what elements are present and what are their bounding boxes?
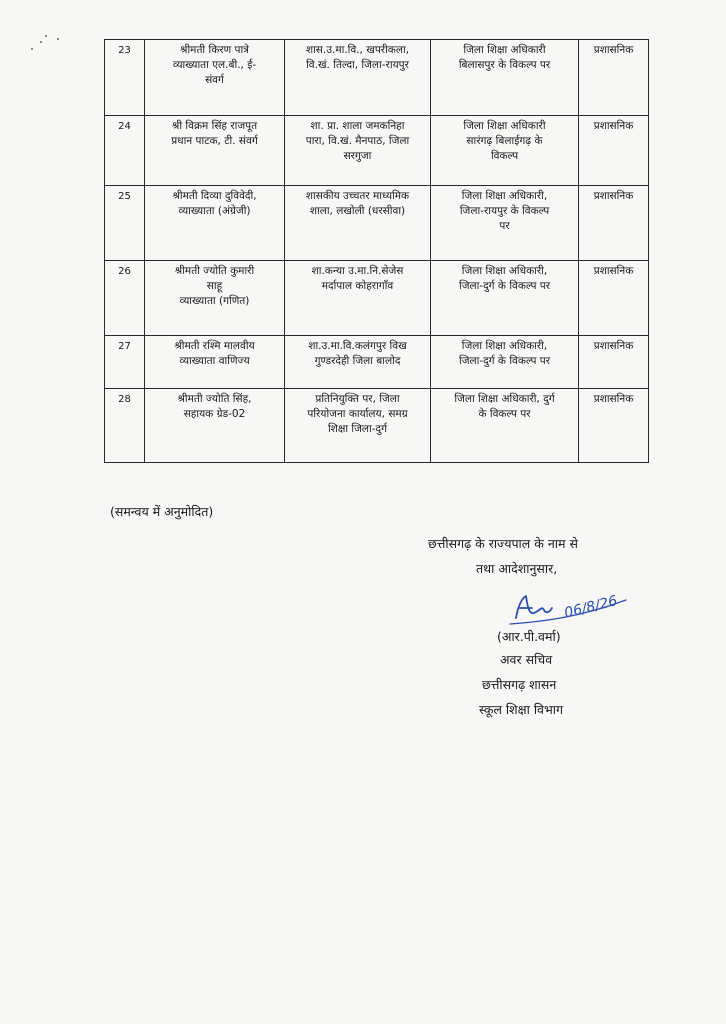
employee-name-cell — [145, 261, 285, 336]
category-cell: प्रशासनिक — [579, 186, 649, 261]
cell-line: शा.उ.मा.वि.कलंगपुर विख — [308, 340, 407, 352]
option-cell — [431, 186, 579, 261]
option-cell — [431, 40, 579, 116]
table-row — [105, 186, 649, 261]
signatory-designation: अवर सचिव — [500, 652, 553, 667]
department-line: स्कूल शिक्षा विभाग — [479, 702, 564, 717]
scan-speck — [31, 48, 33, 50]
cell-line: प्रतिनियुक्ति पर, जिला — [315, 393, 400, 405]
cell-line: सहायक ग्रेड-02 — [183, 408, 246, 420]
cell-line: श्रीमती ज्योति कुमारी — [174, 265, 255, 277]
employee-name-cell — [145, 116, 285, 186]
cell-line: संवर्ग — [205, 74, 224, 86]
category-cell: प्रशासनिक — [579, 261, 649, 336]
cell-line: परियोजना कार्यालय, समग्र — [307, 408, 408, 420]
option-cell — [431, 336, 579, 389]
serial-number: 27 — [105, 336, 145, 389]
approval-note: (समन्वय में अनुमोदित) — [110, 504, 214, 519]
cell-line: शासकीय उच्चतर माध्यमिक — [305, 190, 410, 202]
category-cell: प्रशासनिक — [579, 40, 649, 116]
department-line: छत्तीसगढ़ शासन — [482, 677, 557, 692]
cell-line: जिला-रायपुर के विकल्प — [459, 205, 550, 217]
cell-line: जिला-दुर्ग के विकल्प पर — [458, 355, 551, 367]
governor-order-line: छत्तीसगढ़ के राज्यपाल के नाम से — [428, 536, 578, 551]
table-row — [105, 40, 649, 116]
employee-name-cell — [145, 40, 285, 116]
employee-name-cell — [145, 336, 285, 389]
cell-line: श्रीमती किरण पात्रे — [180, 44, 249, 56]
cell-line: पर — [499, 220, 510, 232]
cell-line: शा.कन्या उ.मा.नि.सेजेस — [311, 265, 404, 277]
category-cell: प्रशासनिक — [579, 336, 649, 389]
cell-line: जिला शिक्षा अधिकारी, दुर्ग — [454, 393, 555, 405]
handwritten-signature — [508, 588, 638, 632]
cell-line: जिला-दुर्ग के विकल्प पर — [458, 280, 551, 292]
cell-line: पारा, वि.खं. मैनपाठ, जिला — [305, 135, 410, 147]
school-cell — [285, 389, 431, 463]
cell-line: विकल्प — [490, 150, 519, 162]
transfer-table — [104, 39, 649, 463]
cell-line: बिलासपुर के विकल्प पर — [458, 59, 551, 71]
signature-date: 06/8/26 — [562, 592, 620, 622]
cell-line: व्याख्याता (अंग्रेजी) — [178, 205, 251, 217]
serial-number: 25 — [105, 186, 145, 261]
table-row — [105, 116, 649, 186]
table-row — [105, 261, 649, 336]
cell-line: के विकल्प पर — [478, 408, 531, 420]
serial-number: 26 — [105, 261, 145, 336]
employee-name-cell — [145, 389, 285, 463]
cell-line: श्रीमती दिव्या दुविवेदी, — [172, 190, 257, 202]
school-cell — [285, 40, 431, 116]
cell-line: गुण्डरदेही जिला बालोद — [314, 355, 401, 367]
cell-line: जिला शिक्षा अधिकारी, — [461, 265, 548, 277]
option-cell — [431, 389, 579, 463]
cell-line: श्री विक्रम सिंह राजपूत — [171, 120, 258, 132]
option-cell — [431, 116, 579, 186]
table-row — [105, 389, 649, 463]
serial-number: 23 — [105, 40, 145, 116]
cell-line: मर्दापाल कोहरागाँव — [321, 280, 394, 292]
cell-line: व्याख्याता (गणित) — [179, 295, 250, 307]
cell-line: व्याख्याता वाणिज्य — [179, 355, 250, 367]
school-cell — [285, 336, 431, 389]
cell-line: शिक्षा जिला-दुर्ग — [327, 423, 388, 435]
cell-line: श्रीमती ज्योति सिंह, — [177, 393, 252, 405]
cell-line: वि.खं. तिल्दा, जिला-रायपुर — [306, 59, 409, 71]
school-cell — [285, 261, 431, 336]
cell-line: शा. प्रा. शाला जमकनिहा — [310, 120, 405, 132]
cell-line: शाला, लखोली (धरसीवा) — [309, 205, 406, 217]
cell-line: जिला शिक्षा अधिकारी, — [461, 190, 548, 202]
school-cell — [285, 186, 431, 261]
school-cell — [285, 116, 431, 186]
cell-line: सारंगढ़ बिलाईगढ़ के — [466, 135, 543, 147]
signatory-name: (आर.पी.वर्मा) — [497, 629, 561, 644]
category-cell: प्रशासनिक — [579, 116, 649, 186]
scan-speck — [40, 41, 42, 43]
governor-order-line: तथा आदेशानुसार, — [476, 561, 558, 576]
cell-line: प्रधान पाटक, टी. संवर्ग — [171, 135, 258, 147]
scan-speck — [57, 38, 59, 40]
cell-line: व्याख्याता एल.बी., ई- — [172, 59, 257, 71]
serial-number: 24 — [105, 116, 145, 186]
cell-line: शास.उ.मा.वि., खपरीकला, — [305, 44, 410, 56]
cell-line: सरगुजा — [343, 150, 372, 162]
option-cell — [431, 261, 579, 336]
cell-line: जिला शिक्षा अधिकारी, — [461, 340, 548, 352]
employee-name-cell — [145, 186, 285, 261]
cell-line: जिला शिक्षा अधिकारी — [463, 120, 546, 132]
table-row — [105, 336, 649, 389]
cell-line: जिला शिक्षा अधिकारी — [463, 44, 546, 56]
category-cell: प्रशासनिक — [579, 389, 649, 463]
scan-speck — [45, 35, 47, 37]
serial-number: 28 — [105, 389, 145, 463]
cell-line: श्रीमती रश्मि मालवीय — [174, 340, 255, 352]
cell-line: साहू — [206, 280, 223, 292]
